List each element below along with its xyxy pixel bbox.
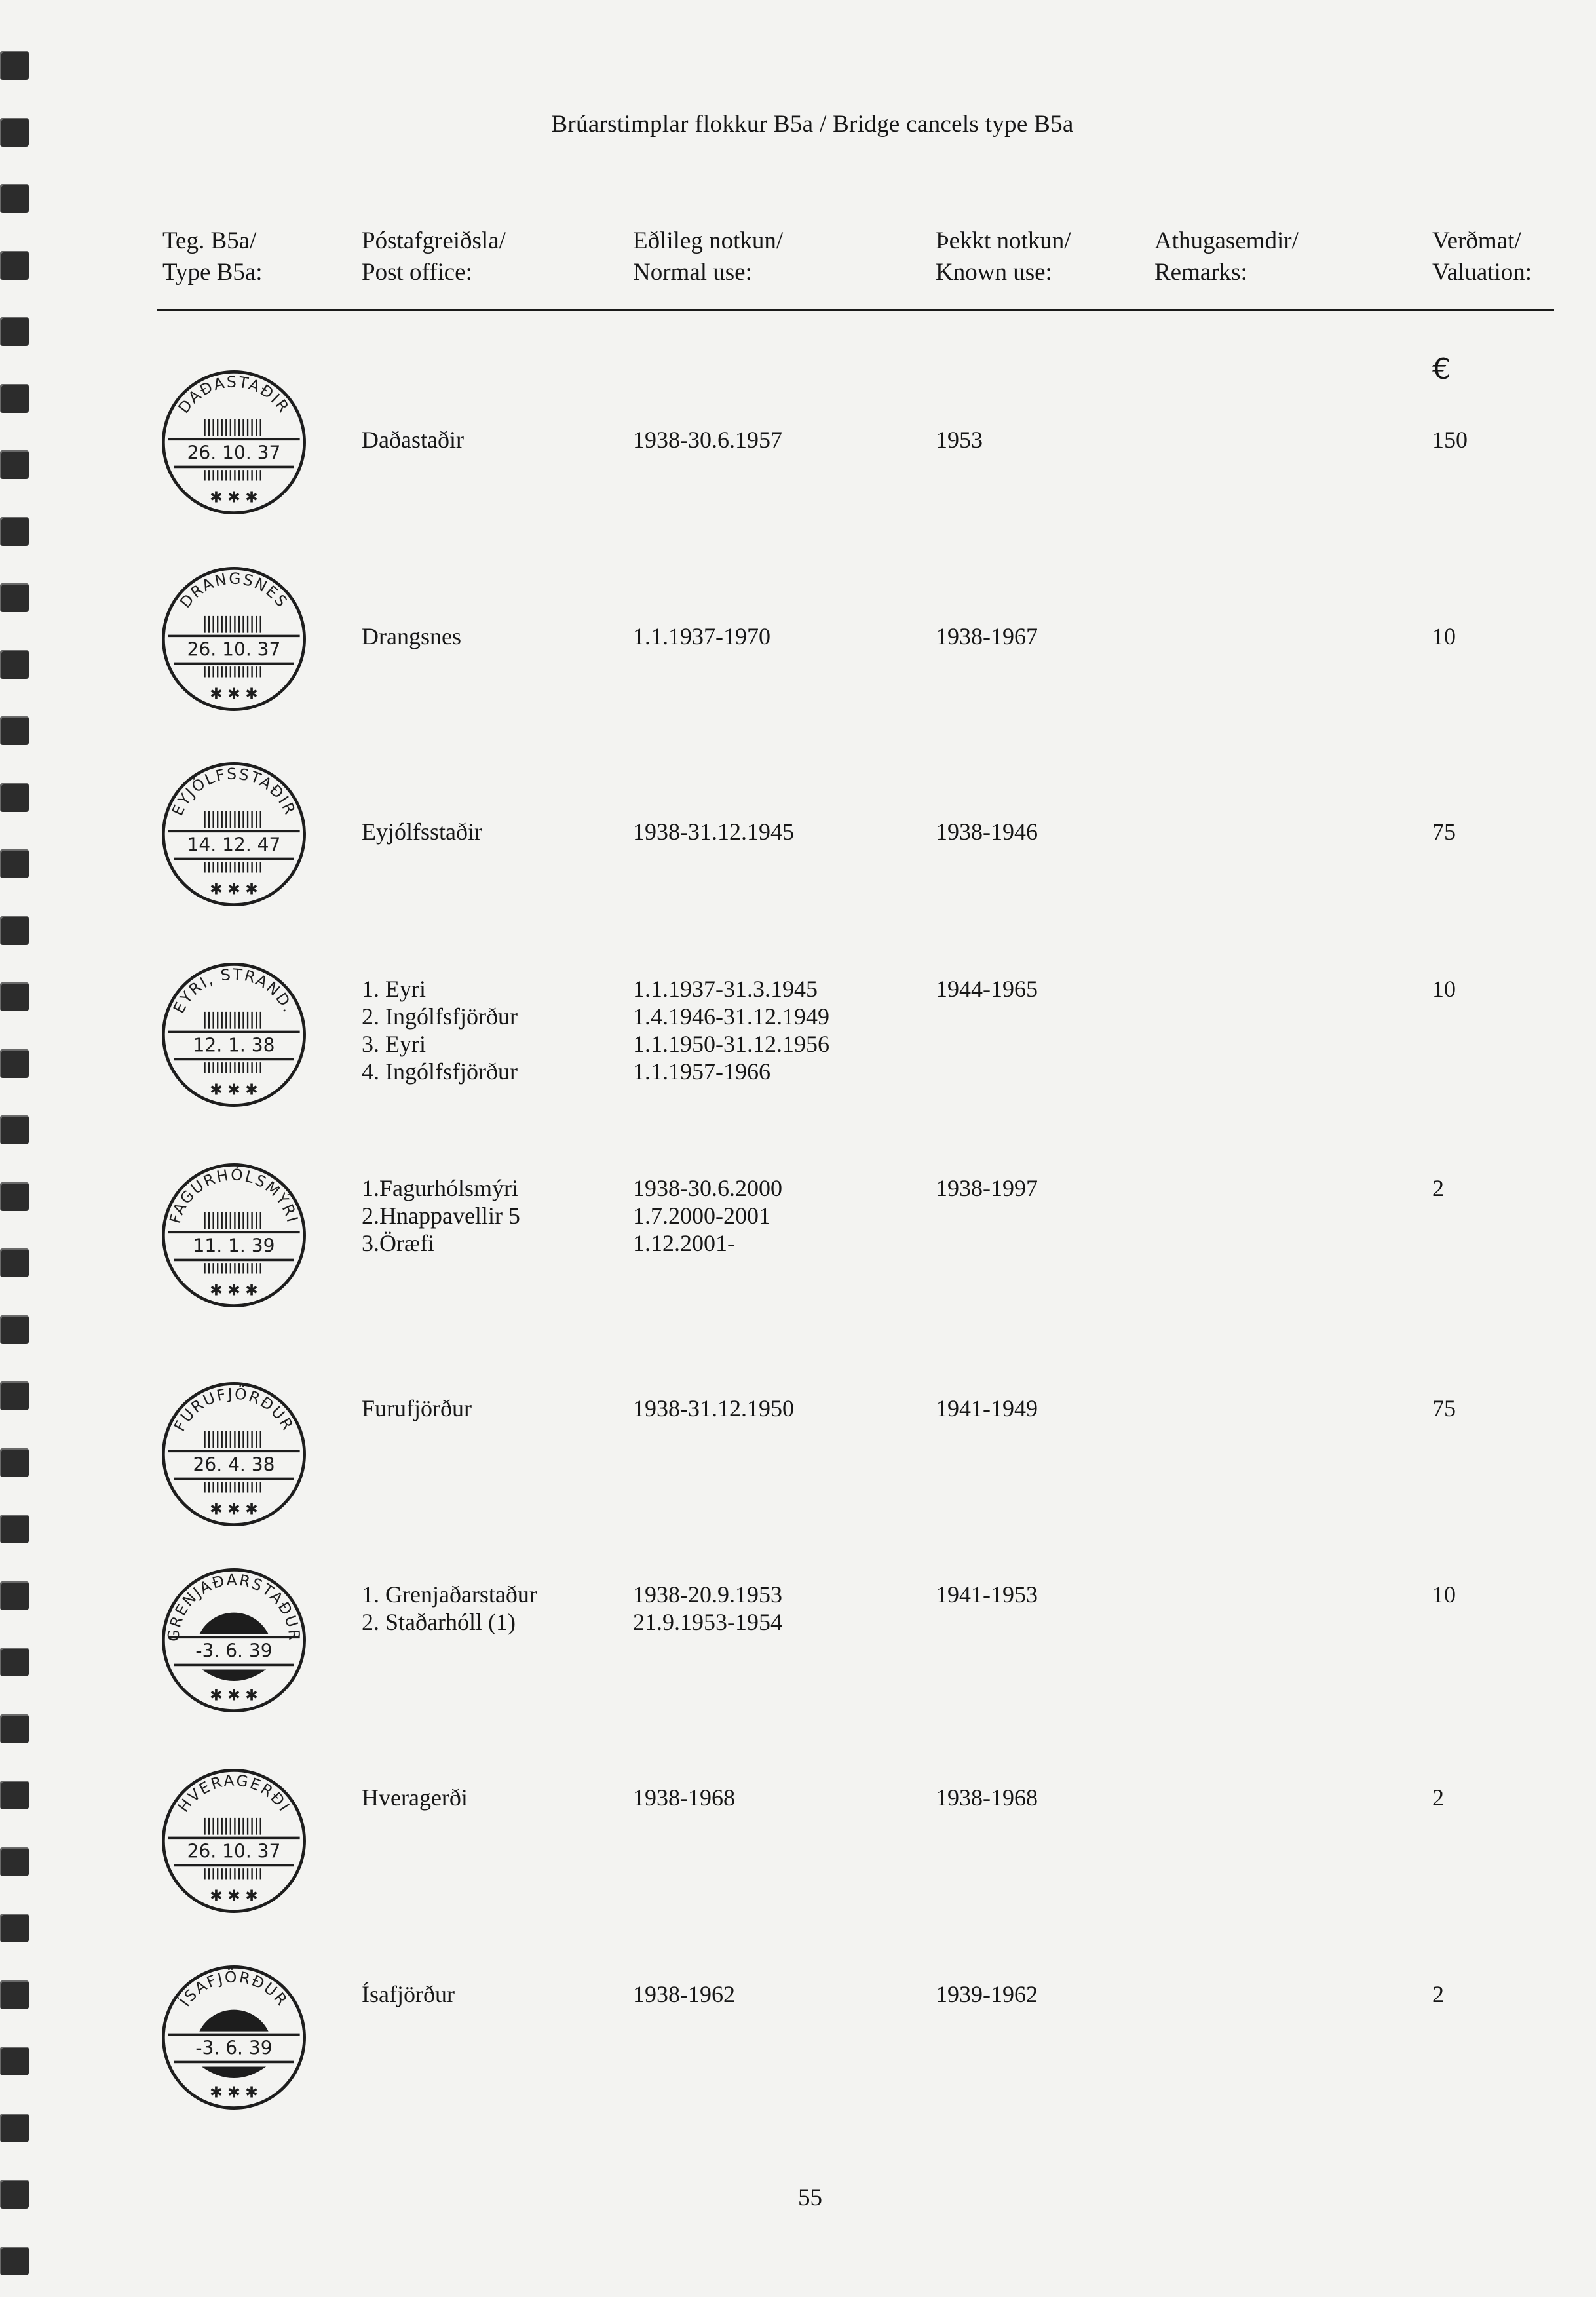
known-use-cell: 1939-1962 — [936, 1981, 1038, 2007]
binding-hole — [0, 583, 29, 612]
binding-hole — [0, 2114, 29, 2142]
valuation-cell: 10 — [1432, 623, 1456, 649]
binding-hole — [0, 650, 29, 679]
svg-text:HVERAGERÐI: HVERAGERÐI — [174, 1771, 294, 1816]
svg-text:DRANGSNES: DRANGSNES — [176, 569, 292, 611]
binding-hole — [0, 1182, 29, 1211]
normal-use-cell: 1938-1968 — [633, 1785, 735, 1811]
binding-hole — [0, 317, 29, 346]
svg-text:FURUFJÖRÐUR: FURUFJÖRÐUR — [170, 1384, 298, 1435]
post-office-cell: Drangsnes — [362, 623, 461, 649]
known-use-cell: 1941-1949 — [936, 1395, 1038, 1421]
binding-hole — [0, 1714, 29, 1743]
valuation-cell: 10 — [1432, 1581, 1456, 1608]
binding-hole — [0, 2047, 29, 2075]
normal-use-cell: 1938-31.12.1945 — [633, 819, 794, 845]
binding-hole — [0, 916, 29, 945]
svg-text:GRENJAÐARSTAÐUR: GRENJAÐARSTAÐUR — [164, 1570, 304, 1643]
svg-text:EYJÓLFSSTAÐIR: EYJÓLFSSTAÐIR — [168, 764, 300, 819]
binding-hole — [0, 716, 29, 745]
known-use-cell: 1938-1967 — [936, 623, 1038, 649]
column-header-type: Teg. B5a/ Type B5a: — [162, 227, 263, 286]
binding-hole — [0, 2247, 29, 2275]
binding-hole — [0, 1448, 29, 1477]
post-office-cell: Hveragerði — [362, 1785, 468, 1811]
binding-hole — [0, 982, 29, 1011]
normal-use-cell: 1938-1962 — [633, 1981, 735, 2007]
svg-text:26. 10. 37: 26. 10. 37 — [187, 442, 281, 464]
svg-text:FAGURHÓLSMÝRI: FAGURHÓLSMÝRI — [166, 1165, 302, 1226]
binding-hole — [0, 1781, 29, 1809]
valuation-cell: 10 — [1432, 976, 1456, 1002]
svg-text:✱ ✱ ✱: ✱ ✱ ✱ — [210, 1281, 258, 1300]
binding-hole — [0, 1581, 29, 1610]
cancel-stamp-image — [157, 1564, 311, 1717]
column-header-remarks: Athugasemdir/ Remarks: — [1154, 227, 1299, 286]
binding-hole — [0, 1315, 29, 1344]
binding-hole — [0, 1381, 29, 1410]
svg-text:-3. 6. 39: -3. 6. 39 — [195, 1640, 273, 1662]
binding-hole — [0, 384, 29, 413]
binding-hole — [0, 1914, 29, 1942]
cancel-stamp-image — [157, 1764, 311, 1918]
currency-symbol: € — [1432, 353, 1451, 386]
column-header-valuation: Verðmat/ Valuation: — [1432, 227, 1532, 286]
known-use-cell: 1938-1997 — [936, 1175, 1038, 1201]
post-office-cell: 1.Fagurhólsmýri 2.Hnappavellir 5 3.Öræfi — [362, 1175, 520, 1256]
binding-hole — [0, 1115, 29, 1144]
normal-use-cell: 1.1.1937-31.3.1945 1.4.1946-31.12.1949 1.1.1950-31.12.1956 1.1.1957-1966 — [633, 976, 829, 1085]
known-use-cell: 1938-1968 — [936, 1785, 1038, 1811]
column-header-post-office: Póstafgreiðsla/ Post office: — [362, 227, 506, 286]
cancel-stamp-image — [157, 1378, 311, 1531]
binding-hole — [0, 783, 29, 812]
post-office-cell: Furufjörður — [362, 1395, 472, 1421]
binding-hole — [0, 51, 29, 80]
svg-text:✱ ✱ ✱: ✱ ✱ ✱ — [210, 684, 258, 703]
valuation-cell: 2 — [1432, 1175, 1444, 1201]
svg-text:12. 1. 38: 12. 1. 38 — [193, 1034, 275, 1056]
svg-text:26. 10. 37: 26. 10. 37 — [187, 1840, 281, 1863]
normal-use-cell: 1.1.1937-1970 — [633, 623, 770, 649]
svg-text:✱ ✱ ✱: ✱ ✱ ✱ — [210, 1080, 258, 1099]
valuation-cell: 75 — [1432, 819, 1456, 845]
svg-text:✱ ✱ ✱: ✱ ✱ ✱ — [210, 1686, 258, 1705]
svg-text:DAÐASTAÐIR: DAÐASTAÐIR — [174, 372, 294, 417]
binding-hole — [0, 450, 29, 479]
svg-text:14. 12. 47: 14. 12. 47 — [187, 834, 281, 856]
post-office-cell: Eyjólfsstaðir — [362, 819, 482, 845]
binding-hole — [0, 1847, 29, 1876]
binding-hole — [0, 184, 29, 213]
cancel-stamp-image — [157, 1961, 311, 2114]
normal-use-cell: 1938-31.12.1950 — [633, 1395, 794, 1421]
binding-hole — [0, 849, 29, 878]
binding-hole — [0, 1049, 29, 1078]
post-office-cell: 1. Grenjaðarstaður 2. Staðarhóll (1) — [362, 1581, 537, 1635]
page-number: 55 — [798, 2184, 822, 2211]
post-office-cell: Daðastaðir — [362, 427, 464, 453]
known-use-cell: 1944-1965 — [936, 976, 1038, 1002]
column-header-normal-use: Eðlileg notkun/ Normal use: — [633, 227, 784, 286]
valuation-cell: 2 — [1432, 1785, 1444, 1811]
binding-hole — [0, 251, 29, 280]
known-use-cell: 1941-1953 — [936, 1581, 1038, 1608]
binding-hole — [0, 2180, 29, 2209]
known-use-cell: 1938-1946 — [936, 819, 1038, 845]
cancel-stamp-image — [157, 562, 311, 716]
svg-text:ÍSAFJÖRÐUR: ÍSAFJÖRÐUR — [176, 1967, 292, 2010]
svg-text:-3. 6. 39: -3. 6. 39 — [195, 2037, 273, 2059]
known-use-cell: 1953 — [936, 427, 983, 453]
normal-use-cell: 1938-30.6.1957 — [633, 427, 782, 453]
binding-hole — [0, 1648, 29, 1676]
svg-text:26. 4. 38: 26. 4. 38 — [193, 1454, 275, 1476]
svg-text:EYRI, STRAND.: EYRI, STRAND. — [169, 965, 299, 1016]
page-title: Brúarstimplar flokkur B5a / Bridge cancels type B5a — [551, 111, 1074, 138]
valuation-cell: 150 — [1432, 427, 1468, 453]
valuation-cell: 2 — [1432, 1981, 1444, 2007]
cancel-stamp-image — [157, 758, 311, 911]
spiral-binding — [0, 0, 39, 2297]
header-divider — [157, 309, 1554, 311]
svg-text:11. 1. 39: 11. 1. 39 — [193, 1235, 275, 1257]
svg-text:✱ ✱ ✱: ✱ ✱ ✱ — [210, 879, 258, 898]
cancel-stamp-image — [157, 1159, 311, 1312]
cancel-stamp-image — [157, 958, 311, 1111]
binding-hole — [0, 1515, 29, 1543]
column-header-known-use: Þekkt notkun/ Known use: — [936, 227, 1071, 286]
binding-hole — [0, 1980, 29, 2009]
normal-use-cell: 1938-20.9.1953 21.9.1953-1954 — [633, 1581, 782, 1635]
binding-hole — [0, 1248, 29, 1277]
binding-hole — [0, 517, 29, 546]
svg-text:✱ ✱ ✱: ✱ ✱ ✱ — [210, 1886, 258, 1905]
valuation-cell: 75 — [1432, 1395, 1456, 1421]
svg-text:✱ ✱ ✱: ✱ ✱ ✱ — [210, 2083, 258, 2102]
svg-text:✱ ✱ ✱: ✱ ✱ ✱ — [210, 1499, 258, 1518]
post-office-cell: Ísafjörður — [362, 1981, 455, 2007]
post-office-cell: 1. Eyri 2. Ingólfsfjörður 3. Eyri 4. Ingólfsfjörður — [362, 976, 518, 1085]
svg-text:✱ ✱ ✱: ✱ ✱ ✱ — [210, 488, 258, 507]
normal-use-cell: 1938-30.6.2000 1.7.2000-2001 1.12.2001- — [633, 1175, 782, 1256]
cancel-stamp-image — [157, 366, 311, 519]
svg-text:26. 10. 37: 26. 10. 37 — [187, 638, 281, 661]
